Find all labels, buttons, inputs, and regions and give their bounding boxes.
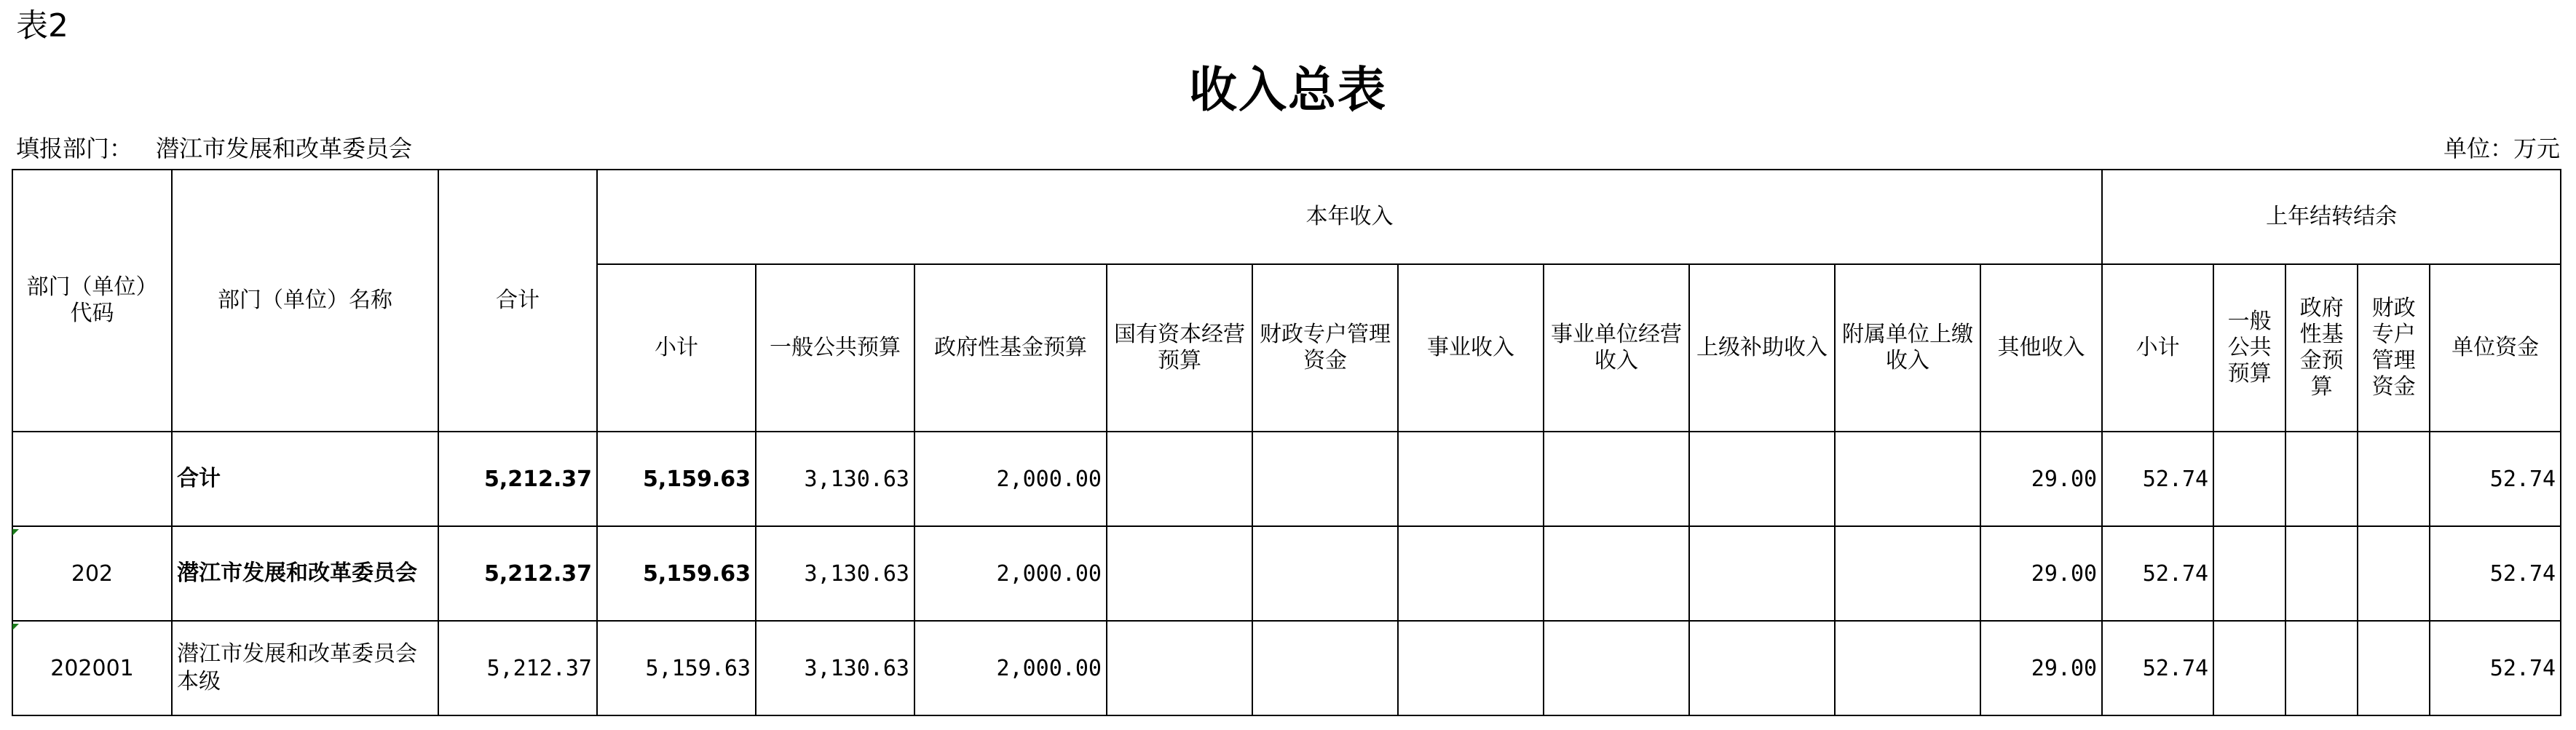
- cell-comment-marker: [12, 529, 19, 536]
- cell-cur-state-capital: [1107, 526, 1252, 621]
- cell-cur-operating-income: [1544, 526, 1689, 621]
- cell-prev-special-account: [2358, 621, 2430, 715]
- cell-cur-superior-subsidy: [1689, 526, 1835, 621]
- cell-cur-subtotal: 5,159.63: [597, 526, 756, 621]
- header-name: 部门（单位）名称: [172, 170, 438, 432]
- cell-cur-business-income: [1398, 621, 1544, 715]
- cell-cur-fund-budget: 2,000.00: [914, 432, 1107, 526]
- cell-cur-general-budget: 3,130.63: [756, 526, 914, 621]
- cell-name: 合计: [172, 432, 438, 526]
- cell-prev-general-budget: [2213, 526, 2285, 621]
- cell-cur-business-income: [1398, 432, 1544, 526]
- cell-cur-subtotal: 5,159.63: [597, 432, 756, 526]
- header-cur-general-budget: 一般公共预算: [756, 264, 914, 432]
- header-cur-superior-subsidy: 上级补助收入: [1689, 264, 1835, 432]
- header-prev-subtotal: 小计: [2102, 264, 2213, 432]
- cell-code: [12, 432, 172, 526]
- page-title: 收入总表: [1189, 61, 1387, 118]
- cell-cur-other-income: 29.00: [1980, 621, 2102, 715]
- cell-cur-special-account: [1252, 526, 1398, 621]
- cell-cur-special-account: [1252, 432, 1398, 526]
- cell-prev-special-account: [2358, 526, 2430, 621]
- header-prior-year: 上年结转结余: [2102, 170, 2561, 264]
- cell-prev-unit-funds: 52.74: [2430, 432, 2561, 526]
- cell-cur-other-income: 29.00: [1980, 432, 2102, 526]
- dept-label: 填报部门：: [16, 135, 133, 162]
- table-row: [12, 432, 2561, 526]
- header-prev-fund-budget: 政府性基金预算: [2285, 264, 2358, 432]
- income-summary-table: [12, 169, 2561, 716]
- header-cur-other-income: 其他收入: [1980, 264, 2102, 432]
- cell-cur-special-account: [1252, 621, 1398, 715]
- cell-cur-superior-subsidy: [1689, 621, 1835, 715]
- header-cur-business-income: 事业收入: [1398, 264, 1544, 432]
- unit-label: 单位：万元: [2443, 135, 2560, 162]
- cell-prev-general-budget: [2213, 621, 2285, 715]
- header-cur-special-account: 财政专户管理资金: [1252, 264, 1398, 432]
- cell-total: 5,212.37: [438, 621, 597, 715]
- cell-cur-affiliate-turnover: [1835, 526, 1980, 621]
- cell-cur-affiliate-turnover: [1835, 621, 1980, 715]
- cell-prev-fund-budget: [2285, 432, 2358, 526]
- table-row: [12, 526, 2561, 621]
- cell-prev-subtotal: 52.74: [2102, 432, 2213, 526]
- dept-value: 潜江市发展和改革委员会: [156, 135, 413, 162]
- cell-total: 5,212.37: [438, 432, 597, 526]
- cell-cur-subtotal: 5,159.63: [597, 621, 756, 715]
- cell-cur-operating-income: [1544, 621, 1689, 715]
- cell-cur-state-capital: [1107, 432, 1252, 526]
- cell-prev-fund-budget: [2285, 621, 2358, 715]
- cell-prev-special-account: [2358, 432, 2430, 526]
- table-number: 表2: [16, 7, 68, 44]
- cell-cur-general-budget: 3,130.63: [756, 432, 914, 526]
- cell-prev-fund-budget: [2285, 526, 2358, 621]
- cell-code: 202001: [12, 621, 172, 715]
- table-row: [12, 621, 2561, 715]
- cell-cur-other-income: 29.00: [1980, 526, 2102, 621]
- cell-prev-subtotal: 52.74: [2102, 621, 2213, 715]
- header-cur-operating-income: 事业单位经营收入: [1544, 264, 1689, 432]
- cell-cur-fund-budget: 2,000.00: [914, 621, 1107, 715]
- header-cur-state-capital: 国有资本经营预算: [1107, 264, 1252, 432]
- header-prev-general-budget: 一般公共预算: [2213, 264, 2285, 432]
- cell-cur-superior-subsidy: [1689, 432, 1835, 526]
- header-current-year: 本年收入: [597, 170, 2102, 264]
- cell-prev-subtotal: 52.74: [2102, 526, 2213, 621]
- cell-cur-general-budget: 3,130.63: [756, 621, 914, 715]
- header-prev-special-account: 财政专户管理资金: [2358, 264, 2430, 432]
- header-cur-affiliate-turnover: 附属单位上缴收入: [1835, 264, 1980, 432]
- cell-cur-business-income: [1398, 526, 1544, 621]
- cell-name: 潜江市发展和改革委员会: [172, 526, 438, 621]
- cell-total: 5,212.37: [438, 526, 597, 621]
- cell-cur-state-capital: [1107, 621, 1252, 715]
- cell-cur-operating-income: [1544, 432, 1689, 526]
- cell-name: 潜江市发展和改革委员会本级: [172, 621, 438, 715]
- cell-cur-fund-budget: 2,000.00: [914, 526, 1107, 621]
- header-code: 部门（单位）代码: [12, 170, 172, 432]
- cell-code: 202: [12, 526, 172, 621]
- cell-comment-marker: [12, 624, 19, 630]
- cell-prev-unit-funds: 52.74: [2430, 526, 2561, 621]
- header-cur-fund-budget: 政府性基金预算: [914, 264, 1107, 432]
- cell-prev-general-budget: [2213, 432, 2285, 526]
- cell-prev-unit-funds: 52.74: [2430, 621, 2561, 715]
- cell-cur-affiliate-turnover: [1835, 432, 1980, 526]
- header-prev-unit-funds: 单位资金: [2430, 264, 2561, 432]
- header-cur-subtotal: 小计: [597, 264, 756, 432]
- header-total: 合计: [438, 170, 597, 432]
